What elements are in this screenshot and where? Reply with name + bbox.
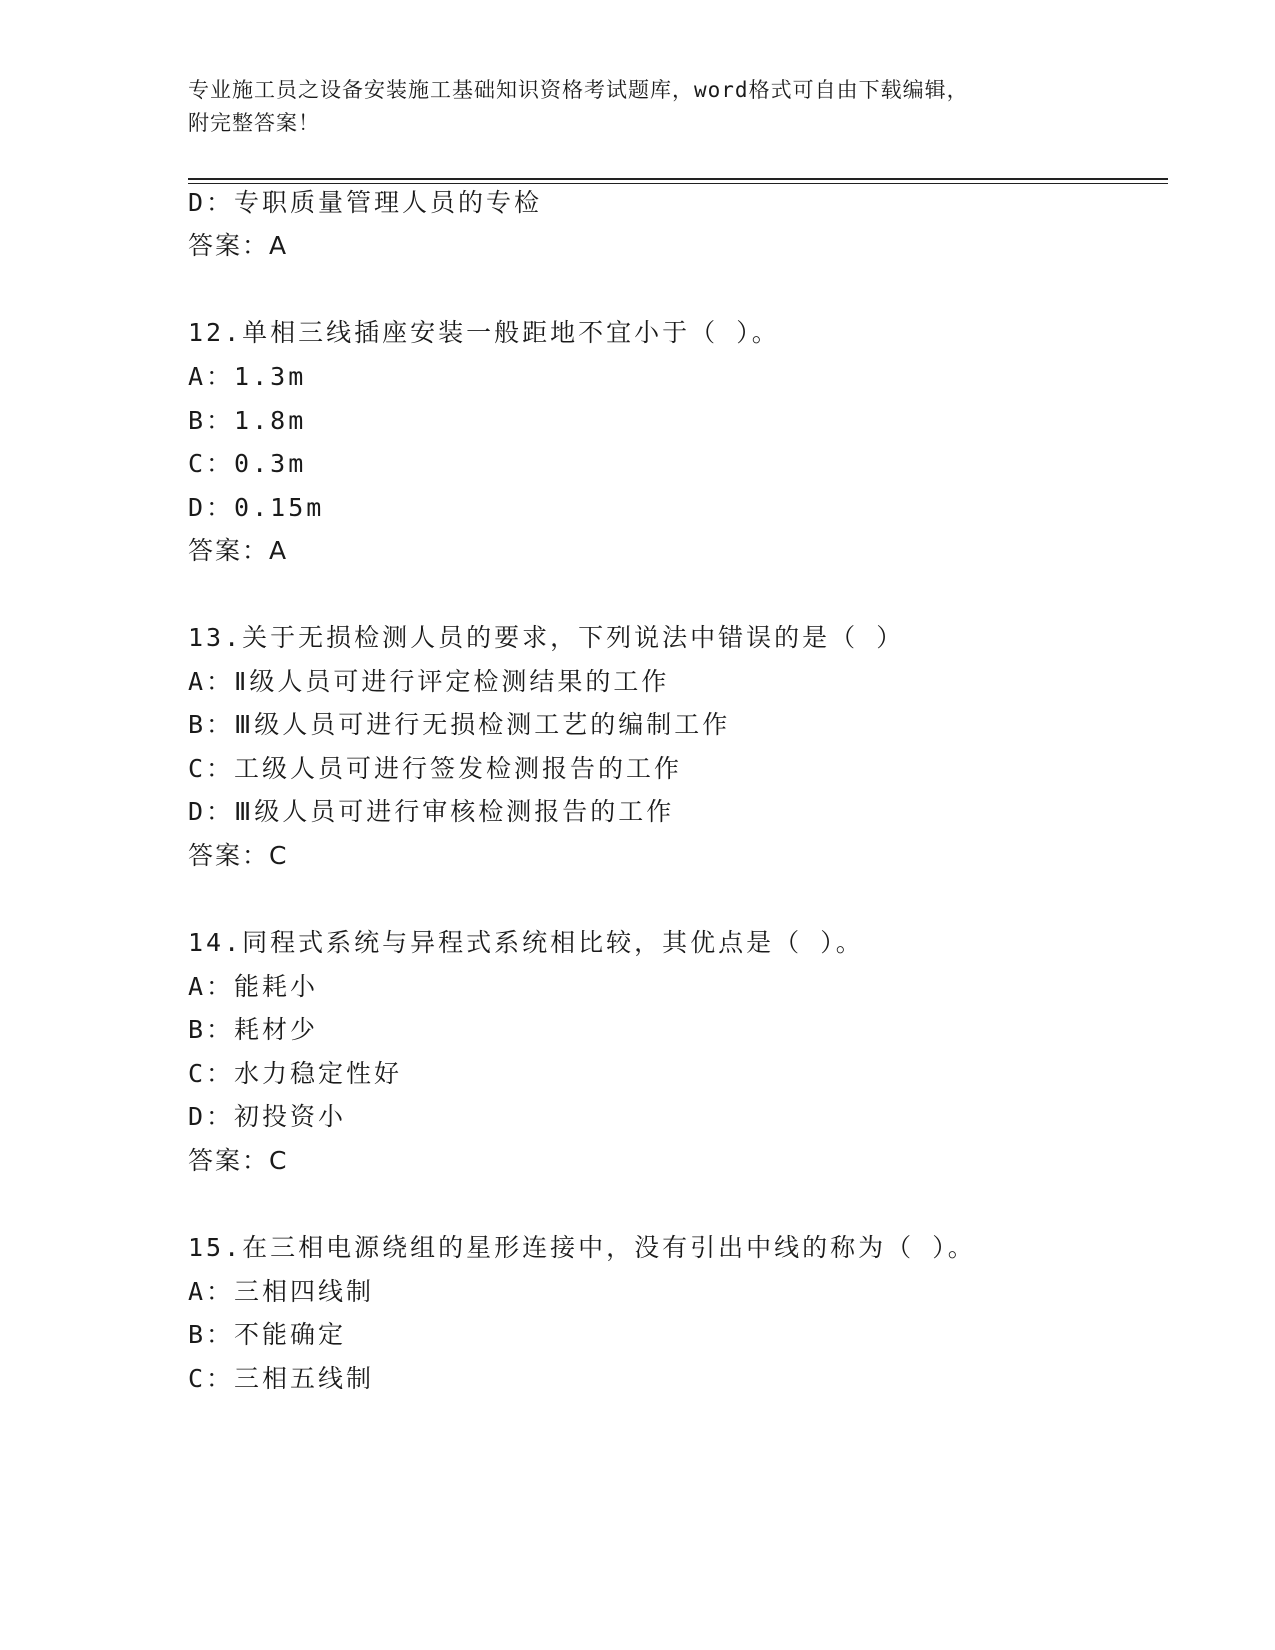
option-b: B：Ⅲ级人员可进行无损检测工艺的编制工作 [188,710,731,739]
option-a: A：1.3m [188,362,307,391]
option-a: A：三相四线制 [188,1277,375,1306]
option-b: B：1.8m [188,406,307,435]
answer-line: 答案：C [188,841,289,870]
option-b: B：不能确定 [188,1320,347,1349]
document-header [188,74,1068,140]
question-stem: 14.同程式系统与异程式系统相比较，其优点是（ ）。 [188,928,864,957]
option-d: D：Ⅲ级人员可进行审核检测报告的工作 [188,797,675,826]
header-divider-thick [188,178,1168,180]
question-stem: 12.单相三线插座安装一般距地不宜小于（ ）。 [188,318,780,347]
question-stem: 15.在三相电源绕组的星形连接中，没有引出中线的称为（ ）。 [188,1233,976,1262]
option-c: C：三相五线制 [188,1364,375,1393]
option-c: C：工级人员可进行签发检测报告的工作 [188,754,683,783]
option-d: D：初投资小 [188,1102,347,1131]
option-a: A：能耗小 [188,972,319,1001]
option-c: C：水力稳定性好 [188,1059,403,1088]
option-a: A：Ⅱ级人员可进行评定检测结果的工作 [188,667,670,696]
option-d: D：专职质量管理人员的专检 [188,188,543,217]
option-d: D：0.15m [188,493,325,522]
answer-line: 答案：C [188,1146,289,1175]
header-divider-thin [188,183,1168,184]
header-line-2: 附完整答案！ [188,111,320,135]
option-b: B：耗材少 [188,1015,319,1044]
answer-line: 答案：A [188,536,289,565]
option-c: C：0.3m [188,449,307,478]
question-stem: 13.关于无损检测人员的要求，下列说法中错误的是（ ） [188,623,905,652]
header-line-1: 专业施工员之设备安装施工基础知识资格考试题库，word格式可自由下载编辑， [188,78,969,102]
answer-line: 答案：A [188,231,289,260]
